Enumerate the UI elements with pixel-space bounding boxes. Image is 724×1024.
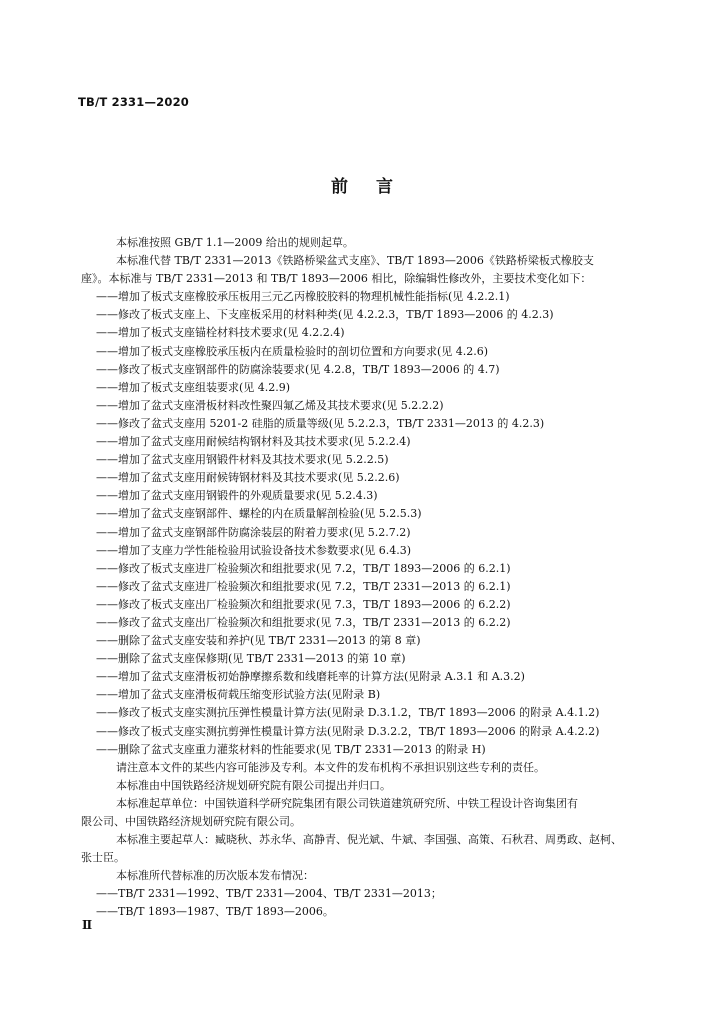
paragraph-line: 本标准主要起草人：臧晓秋、苏永华、高静青、倪光斌、牛斌、李国强、高策、石秋君、周勇政、赵柯、 [116, 833, 622, 847]
paragraph-line: 张士臣。 [81, 851, 125, 865]
paragraph-line: 请注意本文件的某些内容可能涉及专利。本文件的发布机构不承担识别这些专利的责任。 [116, 760, 545, 774]
change-list-item: ——修改了盆式支座用 5201-2 硅脂的质量等级(见 5.2.2.3，TB/T 2331—2013 的 4.2.3) [96, 416, 545, 430]
change-list-item: ——增加了盆式支座钢部件、螺栓的内在质量解剖检验(见 5.2.5.3) [96, 507, 422, 521]
change-list-item: ——增加了支座力学性能检验用试验设备技术参数要求(见 6.4.3) [96, 543, 412, 557]
change-list-item: ——修改了盆式支座进厂检验频次和组批要求(见 7.2，TB/T 2331—2013 的 6.2.1) [96, 579, 511, 593]
change-list-item: ——增加了盆式支座钢部件防腐涂装层的附着力要求(见 5.2.7.2) [96, 525, 411, 539]
paragraph-line: 限公司、中国铁路经济规划研究院有限公司。 [81, 815, 301, 828]
change-list-item: ——增加了盆式支座用耐候结构钢材料及其技术要求(见 5.2.2.4) [96, 435, 411, 449]
change-list-item: ——删除了盆式支座安装和养护(见 TB/T 2331—2013 的第 8 章) [96, 634, 421, 648]
paragraph-line: 座》。本标准与 TB/T 2331—2013 和 TB/T 1893—2006 相比，除编辑性修改外，主要技术变化如下： [81, 272, 592, 286]
change-list-item: ——增加了板式支座组装要求(见 4.2.9) [96, 380, 291, 394]
page-number: Ⅱ [82, 918, 93, 932]
change-list-item: ——修改了板式支座出厂检验频次和组批要求(见 7.3，TB/T 1893—2006 的 6.2.2) [96, 597, 511, 611]
change-list-item: ——删除了盆式支座保修期(见 TB/T 2331—2013 的第 10 章) [96, 652, 406, 666]
paragraph-line: 本标准所代替标准的历次版本发布情况： [116, 869, 314, 883]
change-list-item: ——修改了板式支座上、下支座板采用的材料种类(见 4.2.2.3，TB/T 1893—2006 的 4.2.3) [96, 308, 554, 322]
change-list-item: ——TB/T 2331—1992、TB/T 2331—2004、TB/T 2331—2013； [96, 887, 442, 901]
change-list-item: ——修改了板式支座实测抗压弹性模量计算方法(见附录 D.3.1.2，TB/T 1893—2006 的附录 A.4.1.2) [96, 706, 600, 720]
change-list-item: ——修改了盆式支座出厂检验频次和组批要求(见 7.3，TB/T 2331—2013 的 6.2.2) [96, 615, 511, 629]
change-list-item: ——增加了盆式支座用钢锻件材料及其技术要求(见 5.2.2.5) [96, 453, 389, 467]
change-list-item: ——增加了板式支座锚栓材料技术要求(见 4.2.2.4) [96, 326, 345, 340]
change-list-item: ——删除了盆式支座重力灌浆材料的性能要求(见 TB/T 2331—2013 的附录 H) [96, 742, 486, 756]
change-list-item: ——增加了板式支座橡胶承压板内在质量检验时的剖切位置和方向要求(见 4.2.6) [96, 344, 489, 358]
change-list-item: ——增加了板式支座橡胶承压板用三元乙丙橡胶胶料的物理机械性能指标(见 4.2.2.1) [96, 290, 510, 304]
foreword-body [81, 234, 644, 922]
change-list-item: ——修改了板式支座进厂检验频次和组批要求(见 7.2，TB/T 1893—2006 的 6.2.1) [96, 561, 511, 575]
change-list-item: ——增加了盆式支座滑板材料改性聚四氟乙烯及其技术要求(见 5.2.2.2) [96, 398, 444, 412]
change-list-item: ——增加了盆式支座用耐候铸钢材料及其技术要求(见 5.2.2.6) [96, 471, 400, 485]
change-list-item: ——增加了盆式支座滑板初始静摩擦系数和线磨耗率的计算方法(见附录 A.3.1 和 A.3.2) [96, 670, 525, 684]
change-list-item: ——增加了盆式支座用钢锻件的外观质量要求(见 5.2.4.3) [96, 489, 378, 503]
paragraph-line: 本标准由中国铁路经济规划研究院有限公司提出并归口。 [116, 778, 391, 792]
change-list-item: ——修改了板式支座钢部件的防腐涂装要求(见 4.2.8，TB/T 1893—2006 的 4.7) [96, 362, 500, 376]
standard-code-header: TB/T 2331—2020 [78, 95, 189, 109]
paragraph-line: 本标准起草单位：中国铁道科学研究院集团有限公司铁道建筑研究所、中铁工程设计咨询集团有 [116, 796, 578, 810]
change-list-item: ——TB/T 1893—1987、TB/T 1893—2006。 [96, 905, 334, 919]
paragraph-line: 本标准代替 TB/T 2331—2013《铁路桥梁盆式支座》、TB/T 1893—2006《铁路桥梁板式橡胶支 [116, 254, 594, 268]
paragraph-line: 本标准按照 GB/T 1.1—2009 给出的规则起草。 [116, 236, 354, 249]
page-title: 前言 [331, 177, 421, 197]
change-list-item: ——修改了板式支座实测抗剪弹性模量计算方法(见附录 D.3.2.2，TB/T 1893—2006 的附录 A.4.2.2) [96, 724, 600, 738]
change-list-item: ——增加了盆式支座滑板荷载压缩变形试验方法(见附录 B) [96, 688, 381, 702]
